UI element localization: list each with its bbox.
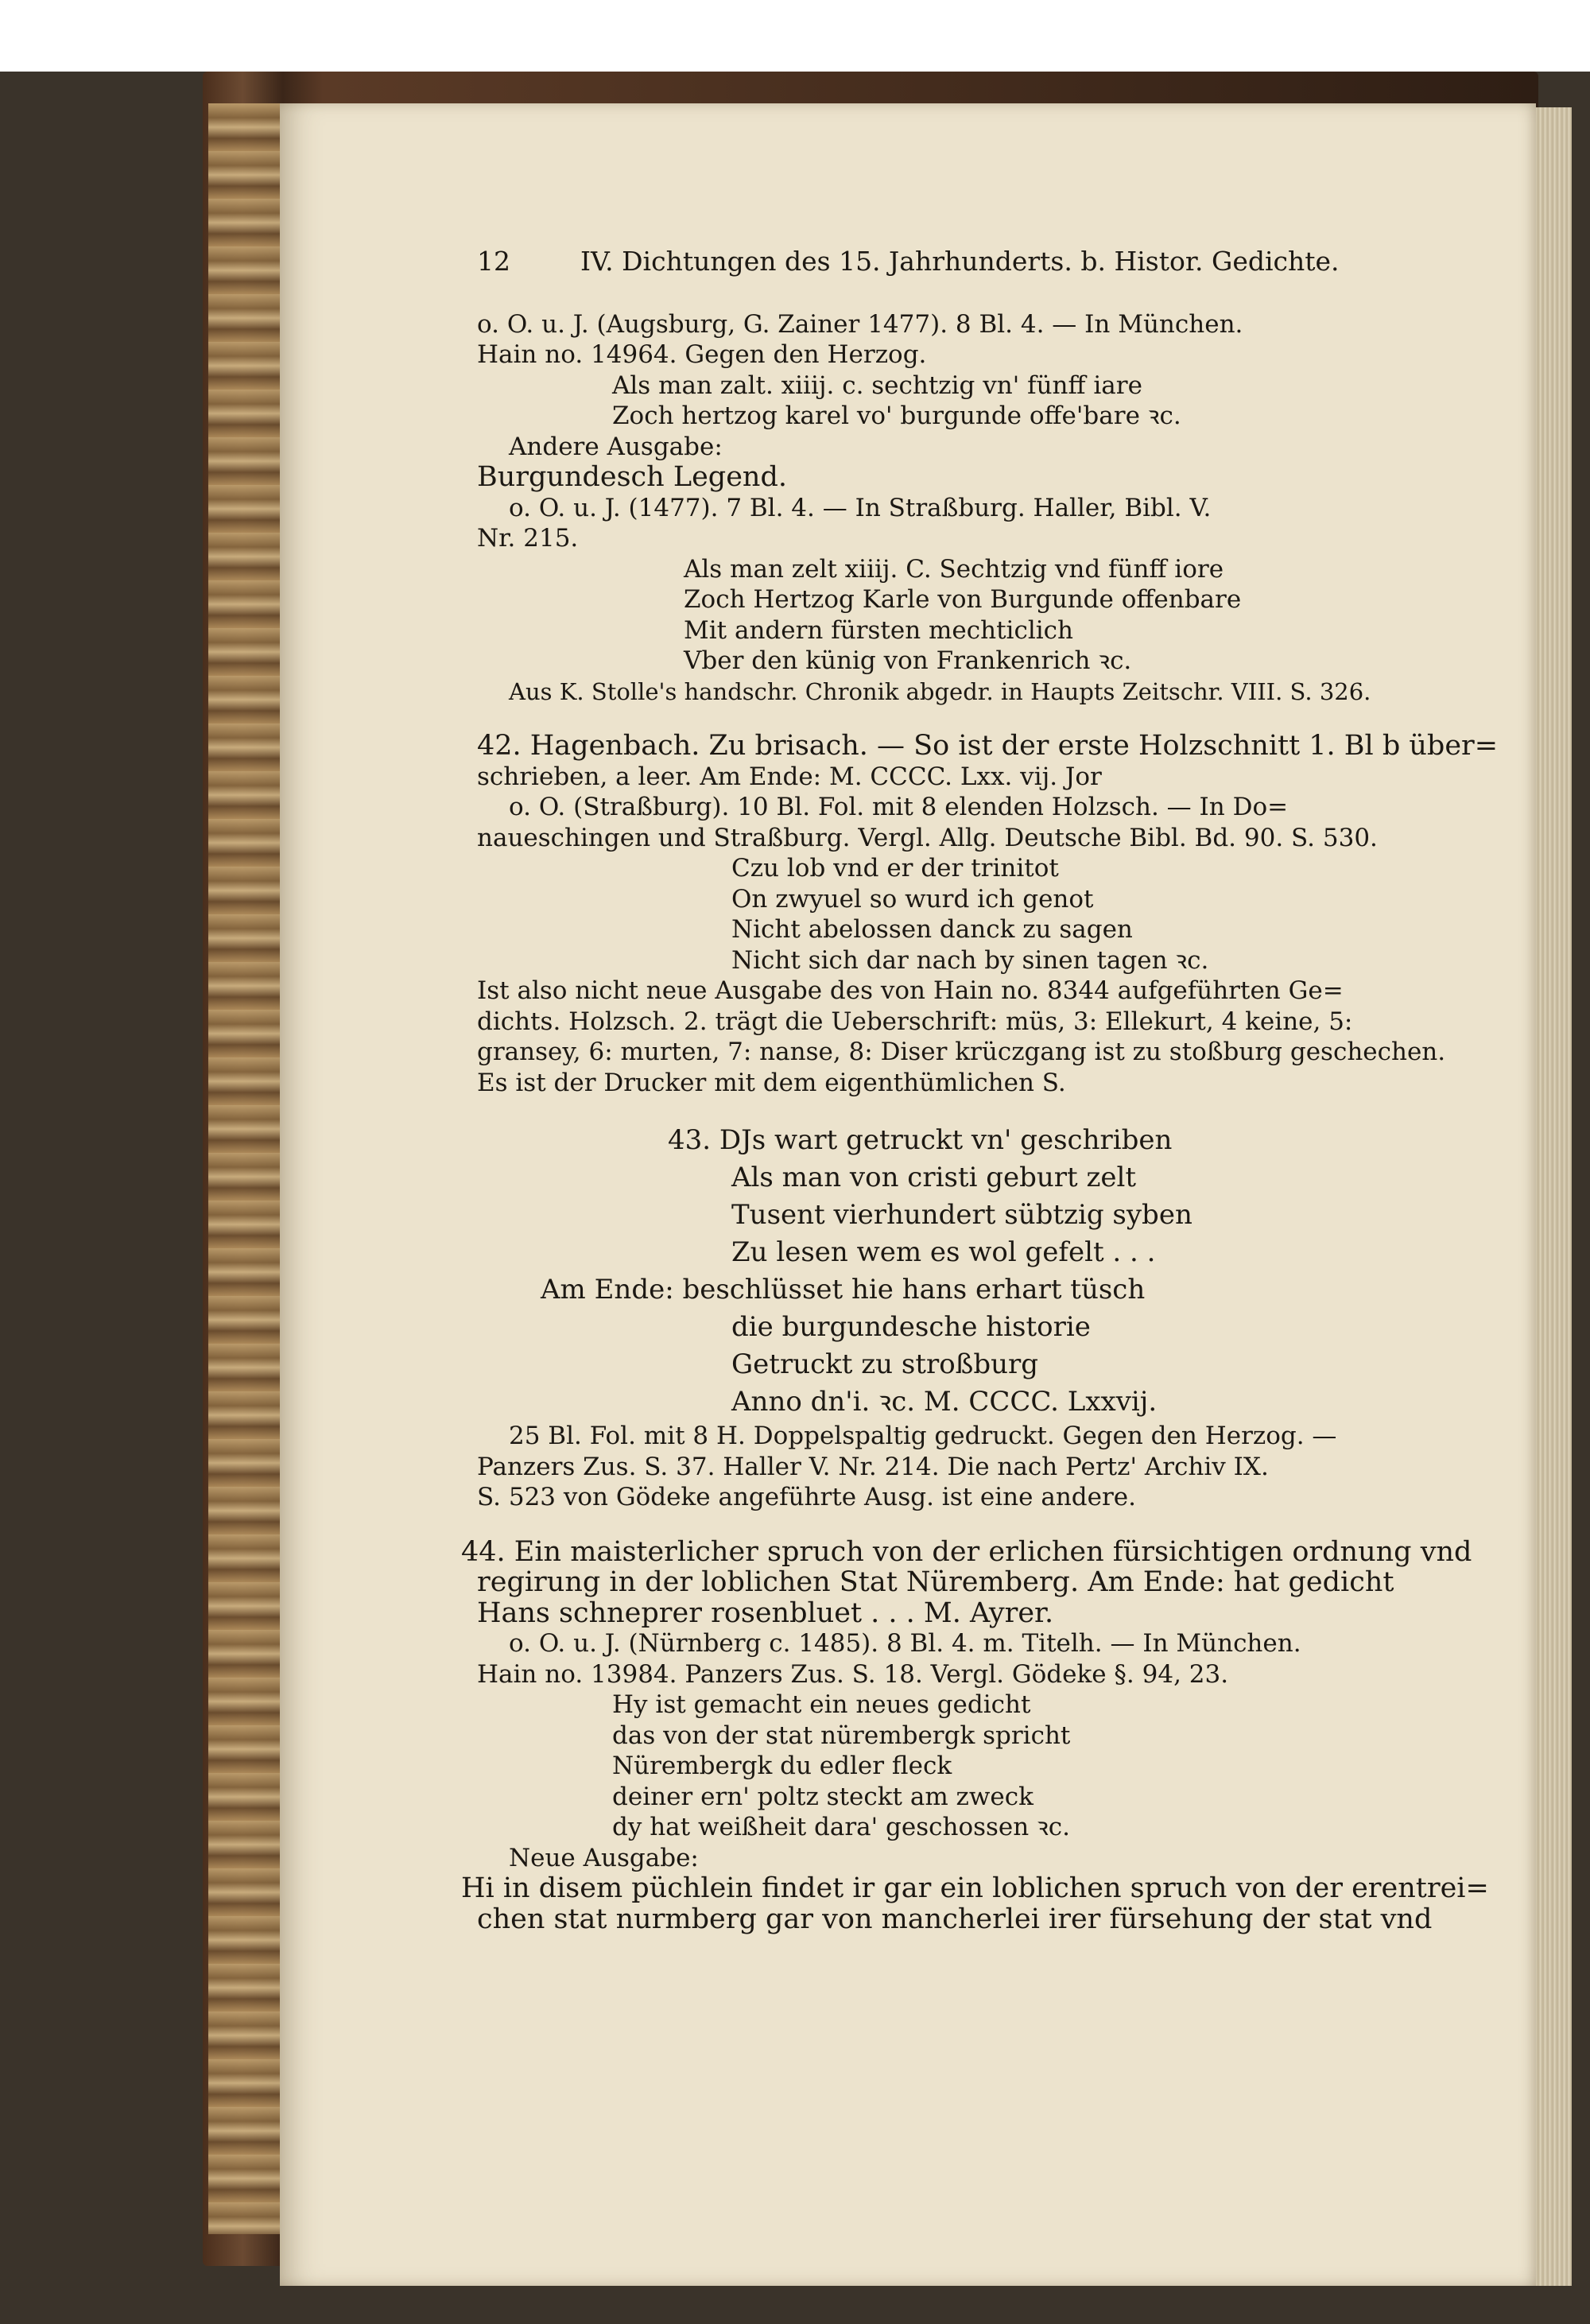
text-line: Czu lob vnd er der trinitot [731, 854, 1059, 883]
text-line: die burgundesche historie [731, 1311, 1091, 1343]
text-line: Zoch Hertzog Karle von Burgunde offenbare [684, 585, 1242, 614]
text-line: Aus K. Stolle's handschr. Chronik abgedr. in Haupts Zeitschr. VIII. S. 326. [509, 677, 1371, 705]
text-line: o. O. (Straßburg). 10 Bl. Fol. mit 8 elenden Holzsch. — In Do= [509, 793, 1289, 821]
text-line: Nr. 215. [477, 524, 579, 553]
text-line: Panzers Zus. S. 37. Haller V. Nr. 214. Die nach Pertz' Archiv IX. [477, 1452, 1269, 1481]
text-line: Neue Ausgabe: [509, 1843, 699, 1872]
text-line: Hi in disem püchlein findet ir gar ein loblichen spruch von der erentrei= [461, 1872, 1489, 1904]
marbled-edge [208, 103, 284, 2234]
text-line: Tusent vierhundert sübtzig syben [731, 1199, 1192, 1231]
text-line: regirung in der loblichen Stat Nüremberg. Am Ende: hat gedicht [477, 1566, 1394, 1598]
entry-44-line: 44. Ein maisterlicher spruch von der erlichen fürsichtigen ordnung vnd [461, 1535, 1472, 1568]
text-line: Hain no. 13984. Panzers Zus. S. 18. Vergl. Gödeke §. 94, 23. [477, 1659, 1229, 1689]
text-line: o. O. u. J. (1477). 7 Bl. 4. — In Straßburg. Haller, Bibl. V. [509, 493, 1212, 522]
text-line: Andere Ausgabe: [509, 432, 723, 461]
text-line: schrieben, a leer. Am Ende: M. CCCC. Lxx. vij. Jor [477, 762, 1102, 791]
text-line: dichts. Holzsch. 2. trägt die Ueberschrift: müs, 3: Ellekurt, 4 keine, 5: [477, 1007, 1353, 1036]
text-line: Als man zalt. xiiij. c. sechtzig vn' fünff iare [612, 371, 1142, 400]
text-line: Burgundesch Legend. [477, 461, 787, 493]
text-line: Hans schneprer rosenbluet . . . M. Ayrer. [477, 1597, 1054, 1629]
text-line: Hain no. 14964. Gegen den Herzog. [477, 340, 927, 369]
page-number: 12 [477, 246, 510, 277]
text-line: Nicht abelossen danck zu sagen [731, 915, 1133, 944]
text-line: Es ist der Drucker mit dem eigenthümlichen S. [477, 1068, 1066, 1097]
entry-43-line: 43. DJs wart getruckt vn' geschriben [668, 1124, 1173, 1156]
text-line: Ist also nicht neue Ausgabe des von Hain no. 8344 aufgeführten Ge= [477, 976, 1344, 1005]
text-line: dy hat weißheit dara' geschossen ꝛc. [612, 1813, 1070, 1841]
text-line: o. O. u. J. (Augsburg, G. Zainer 1477). 8 Bl. 4. — In München. [477, 309, 1243, 339]
running-header [477, 246, 1510, 277]
page-text [461, 246, 1510, 1935]
text-line: o. O. u. J. (Nürnberg c. 1485). 8 Bl. 4. m. Titelh. — In München. [509, 1629, 1301, 1658]
text-line: On zwyuel so wurd ich genot [731, 884, 1094, 914]
text-line: 25 Bl. Fol. mit 8 H. Doppelspaltig gedruckt. Gegen den Herzog. — [509, 1422, 1337, 1450]
text-line: Getruckt zu stroßburg [731, 1348, 1039, 1380]
text-line: Nicht sich dar nach by sinen tagen ꝛc. [731, 945, 1209, 975]
text-line: deiner ern' poltz steckt am zweck [612, 1782, 1034, 1811]
text-line: Vber den künig von Frankenrich ꝛc. [684, 646, 1132, 675]
text-line: das von der stat nürembergk spricht [612, 1721, 1071, 1750]
text-line: Als man zelt xiiij. C. Sechtzig vnd fünff iore [684, 554, 1224, 584]
text-line: gransey, 6: murten, 7: nanse, 8: Diser krüczgang ist zu stoßburg geschechen. [477, 1038, 1446, 1066]
text-line: Zoch hertzog karel vo' burgunde offe'bare ꝛc. [612, 402, 1181, 430]
text-line: Als man von cristi geburt zelt [731, 1162, 1137, 1193]
text-line: Mit andern fürsten mechticlich [684, 615, 1073, 645]
page-stack-edge [1536, 107, 1572, 2286]
text-line: Am Ende: beschlüsset hie hans erhart tüsch [541, 1274, 1146, 1306]
running-title: IV. Dichtungen des 15. Jahrhunderts. b. Histor. Gedichte. [580, 246, 1340, 277]
text-line: naueschingen und Straßburg. Vergl. Allg. Deutsche Bibl. Bd. 90. S. 530. [477, 823, 1378, 852]
text-line: chen stat nurmberg gar von mancherlei irer fürsehung der stat vnd [477, 1903, 1433, 1935]
text-line: Zu lesen wem es wol gefelt . . . [731, 1236, 1156, 1268]
text-line: Hy ist gemacht ein neues gedicht [612, 1690, 1031, 1719]
text-line: Anno dn'i. ꝛc. M. CCCC. Lxxvij. [731, 1386, 1158, 1418]
text-line: S. 523 von Gödeke angeführte Ausg. ist eine andere. [477, 1483, 1137, 1511]
entry-42-line: 42. Hagenbach. Zu brisach. — So ist der erste Holzschnitt 1. Bl b über= [477, 730, 1499, 762]
text-line: Nürembergk du edler fleck [612, 1752, 952, 1780]
